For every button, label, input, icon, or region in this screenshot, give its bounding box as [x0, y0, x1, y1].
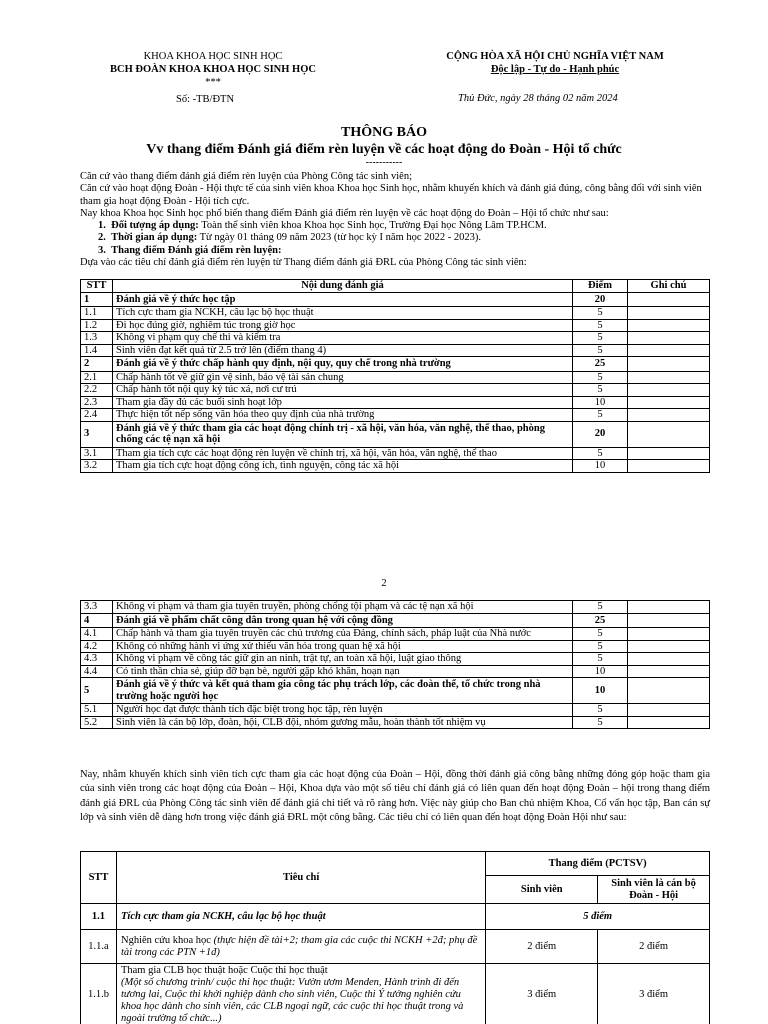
row-score: 5 — [573, 601, 628, 614]
row-note — [628, 421, 710, 447]
table-row — [81, 964, 710, 1024]
union-criteria-table — [80, 851, 710, 1024]
row-stt: 3.2 — [81, 460, 113, 473]
row-score: 10 — [573, 665, 628, 678]
row-stt: 4.1 — [81, 628, 113, 641]
row-stt: 2.4 — [81, 409, 113, 422]
row-note — [628, 292, 710, 307]
row-note — [628, 307, 710, 320]
row-content: Người học đạt được thành tích đặc biệt trong học tập, rèn luyện — [113, 704, 573, 717]
table-header-row — [81, 852, 710, 876]
row-note — [628, 653, 710, 666]
row-criteria: Tham gia CLB học thuật hoặc Cuộc thi học thuật (Một số chương trình/ cuộc thi học thuật: Vườn ươm Menden, Hành trình đi đến tương lai, Cuộc thi khởi nghiệp dành cho sinh viên, Cuộc thi Ý tưởng nghiên cứu khoa học dành cho sinh viên, các CLB ngoại ngữ, các cuộc thi học thuật trong và ngoài trường tổ chức...) — [116, 964, 485, 1024]
row-stt: 1.2 — [81, 319, 113, 332]
criteria-table-page1 — [80, 279, 710, 473]
row-score: 5 — [573, 384, 628, 397]
row-content: Đi học đúng giờ, nghiêm túc trong giờ học — [113, 319, 573, 332]
row-content: Đánh giá về ý thức và kết quả tham gia công tác phụ trách lớp, các đoàn thể, tổ chức trong nhà trường hoặc người học — [113, 678, 573, 704]
row-content: Có tinh thần chia sẻ, giúp đỡ bạn bè, người gặp khó khăn, hoạn nạn — [113, 665, 573, 678]
document-header — [0, 50, 768, 110]
row-stt: 2.3 — [81, 396, 113, 409]
row-content: Chấp hành tốt nội quy ký túc xá, nơi cư trú — [113, 384, 573, 397]
row-note — [628, 396, 710, 409]
row-score: 25 — [573, 613, 628, 628]
row-score: 5 — [573, 332, 628, 345]
row-officer-score: 3 điểm — [598, 964, 710, 1024]
national-motto-block — [405, 50, 705, 76]
table-row — [81, 307, 710, 320]
row-note — [628, 384, 710, 397]
table-section-row — [81, 904, 710, 930]
row-score: 5 — [573, 704, 628, 717]
row-note — [628, 460, 710, 473]
table-header-row — [81, 280, 710, 293]
row-content: Sinh viên đạt kết quả từ 2.5 trở lên (điểm thang 4) — [113, 344, 573, 357]
intro-paragraph: Dựa vào các tiêu chí đánh giá điểm rèn luyện từ Thang điểm đánh giá ĐRL của Phòng Công tác sinh viên: — [80, 257, 527, 269]
row-score: 25 — [573, 357, 628, 372]
row-score: 20 — [573, 292, 628, 307]
row-note — [628, 357, 710, 372]
row-content: Tham gia tích cực các hoạt động rèn luyện về chính trị, xã hội, văn hóa, văn nghệ, thể thao — [113, 447, 573, 460]
row-note — [628, 628, 710, 641]
row-stt: 1.1 — [81, 307, 113, 320]
row-score: 5 — [573, 640, 628, 653]
row-stt: 4.4 — [81, 665, 113, 678]
section-score: 5 điểm — [486, 904, 710, 930]
row-criteria: Nghiên cứu khoa học (thực hiện đề tài+2; tham gia các cuộc thi NCKH +2đ; phụ đề tài trong các PTN +1đ) — [116, 930, 485, 964]
intro-section — [80, 171, 710, 269]
row-content: Đánh giá về ý thức chấp hành quy định, nội quy, quy chế trong nhà trường — [113, 357, 573, 372]
row-note — [628, 678, 710, 704]
row-note — [628, 344, 710, 357]
col-header-stt: STT — [81, 852, 117, 904]
col-header-student: Sinh viên — [486, 876, 598, 904]
row-score: 5 — [573, 307, 628, 320]
intro-list-item: 3. Thang điểm Đánh giá điểm rèn luyện: — [98, 244, 282, 256]
title-subject: Vv thang điểm Đánh giá điểm rèn luyện về các hoạt động do Đoàn - Hội tổ chức — [146, 142, 622, 157]
row-content: Không vi phạm quy chế thi và kiểm tra — [113, 332, 573, 345]
row-stt: 1.4 — [81, 344, 113, 357]
col-header-scale: Thang điểm (PCTSV) — [486, 852, 710, 876]
row-note — [628, 613, 710, 628]
row-stt: 2.2 — [81, 384, 113, 397]
title-separator: ----------- — [365, 157, 403, 168]
row-stt: 1.1.a — [81, 930, 117, 964]
row-stt: 3.1 — [81, 447, 113, 460]
intro-paragraph: Nay khoa Khoa học Sinh học phổ biến thang điểm Đánh giá điểm rèn luyện về các hoạt động do Đoàn – Hội tổ chức như sau: — [80, 207, 609, 219]
row-content: Tích cực tham gia NCKH, câu lạc bộ học thuật — [113, 307, 573, 320]
table-section-row — [81, 421, 710, 447]
table-section-row — [81, 613, 710, 628]
col-header-officer: Sinh viên là cán bộ Đoàn - Hội — [598, 876, 710, 904]
table-row — [81, 704, 710, 717]
row-content: Tham gia tích cực hoạt động công ích, tình nguyện, công tác xã hội — [113, 460, 573, 473]
row-content: Tham gia đầy đủ các buổi sinh hoạt lớp — [113, 396, 573, 409]
row-score: 5 — [573, 447, 628, 460]
row-score: 10 — [573, 678, 628, 704]
col-header-score: Điểm — [573, 280, 628, 293]
table-row — [81, 716, 710, 729]
table-row — [81, 460, 710, 473]
table-row — [81, 371, 710, 384]
table-row — [81, 930, 710, 964]
table-row — [81, 396, 710, 409]
page-number: 2 — [381, 578, 387, 589]
row-criteria-note: (Một số chương trình/ cuộc thi học thuật: Vườn ươm Menden, Hành trình đi đến tương lai, Cuộc thi khởi nghiệp dành cho sinh viên, Cuộc thi Ý tưởng nghiên cứu khoa học dành cho sinh viên, các CLB ngoại ngữ, các cuộc thi học thuật trong và ngoài trường tổ chức...) — [120, 977, 464, 1024]
row-stt: 4.2 — [81, 640, 113, 653]
row-content: Không vi phạm và tham gia tuyên truyền, phòng chống tội phạm và các tệ nạn xã hội — [113, 601, 573, 614]
row-note — [628, 332, 710, 345]
row-stt: 5.2 — [81, 716, 113, 729]
row-student-score: 2 điểm — [486, 930, 598, 964]
row-score: 5 — [573, 628, 628, 641]
row-score: 5 — [573, 344, 628, 357]
row-score: 10 — [573, 460, 628, 473]
table-row — [81, 628, 710, 641]
row-officer-score: 2 điểm — [598, 930, 710, 964]
row-content: Sinh viên là cán bộ lớp, đoàn, hội, CLB đội, nhóm gương mẫu, hoàn thành tốt nhiệm vụ — [113, 716, 573, 729]
row-note — [628, 319, 710, 332]
title-main: THÔNG BÁO — [341, 125, 427, 140]
row-score: 20 — [573, 421, 628, 447]
row-note — [628, 640, 710, 653]
row-stt: 1.1.b — [81, 964, 117, 1024]
table-row — [81, 447, 710, 460]
country-name: CỘNG HÒA XÃ HỘI CHỦ NGHĨA VIỆT NAM — [446, 51, 664, 62]
col-header-stt: STT — [81, 280, 113, 293]
row-note — [628, 716, 710, 729]
row-note — [628, 665, 710, 678]
table-row — [81, 601, 710, 614]
row-content: Thực hiện tốt nếp sống văn hóa theo quy định của nhà trường — [113, 409, 573, 422]
intro-list-item: 1. Đối tượng áp dụng: Toàn thể sinh viên khoa Khoa học Sinh học, Trường Đại học Nông Lâm TP.HCM. — [98, 220, 547, 232]
row-content: Đánh giá về ý thức tham gia các hoạt động chính trị - xã hội, văn hóa, văn nghệ, thể thao, phòng chống các tệ nạn xã hội — [113, 421, 573, 447]
table-row — [81, 665, 710, 678]
row-score: 5 — [573, 409, 628, 422]
table-row — [81, 344, 710, 357]
row-content: Đánh giá về ý thức học tập — [113, 292, 573, 307]
document-title — [0, 124, 768, 168]
row-stt: 4 — [81, 613, 113, 628]
row-stt: 4.3 — [81, 653, 113, 666]
document-date: Thủ Đức, ngày 28 tháng 02 năm 2024 — [458, 93, 618, 104]
row-stt: 3.3 — [81, 601, 113, 614]
row-student-score: 3 điểm — [486, 964, 598, 1024]
table-row — [81, 319, 710, 332]
row-stt: 5 — [81, 678, 113, 704]
faculty-name: KHOA KHOA HỌC SINH HỌC — [143, 51, 283, 62]
intro-paragraph: Căn cứ vào hoạt động Đoàn - Hội thực tế của sinh viên khoa Khoa học Sinh học, nhằm khuyến khích và đánh giá đúng, công bằng đối với sinh viên tham gia hoạt động Đoàn - Hội tích cực. — [80, 183, 702, 207]
document-number: Số: -TB/ĐTN — [176, 94, 235, 105]
row-stt: 1.3 — [81, 332, 113, 345]
explanation-paragraph: Nay, nhằm khuyến khích sinh viên tích cực tham gia các hoạt động của Đoàn – Hội, đồng thời đánh giá công bằng những đóng góp hoặc tham gia của sinh viên trong các hoạt động của Đoàn – Hội, Khoa dựa vào một số tiêu chí đánh giá có liên quan đến hoạt động Đoàn – hội trong thang điểm đánh giá ĐRL của Phòng Công tác sinh viên để đánh giá chi tiết và rõ ràng hơn. Việc này giúp cho Ban chủ nhiệm Khoa, Cố vấn học tập, Ban cán sự lớp và sinh viên dễ dàng hơn trong việc đánh giá ĐRL một công bằng. Các tiêu chí có liên quan đến hoạt động Đoàn Hội như sau: — [80, 769, 710, 823]
row-criteria-note: (thực hiện đề tài+2; tham gia các cuộc thi NCKH +2đ; phụ đề tài trong các PTN +1đ) — [120, 934, 478, 958]
row-note — [628, 371, 710, 384]
row-note — [628, 447, 710, 460]
row-stt: 3 — [81, 421, 113, 447]
row-score: 5 — [573, 371, 628, 384]
row-score: 5 — [573, 716, 628, 729]
row-note — [628, 704, 710, 717]
col-header-note: Ghi chú — [628, 280, 710, 293]
table-row — [81, 384, 710, 397]
row-stt: 2 — [81, 357, 113, 372]
motto: Độc lập - Tự do - Hạnh phúc — [490, 64, 620, 75]
row-score: 10 — [573, 396, 628, 409]
table-row — [81, 332, 710, 345]
row-stt: 1 — [81, 292, 113, 307]
section-stt: 1.1 — [81, 904, 117, 930]
col-header-criteria: Tiêu chí — [116, 852, 485, 904]
row-content: Chấp hành và tham gia tuyên truyền các chủ trương của Đảng, chính sách, pháp luật của Nhà nước — [113, 628, 573, 641]
row-content: Chấp hành tốt về giữ gìn vệ sinh, bảo vệ tài sản chung — [113, 371, 573, 384]
stars-divider: *** — [205, 77, 221, 88]
col-header-content: Nội dung đánh giá — [113, 280, 573, 293]
row-score: 5 — [573, 653, 628, 666]
row-note — [628, 601, 710, 614]
row-stt: 2.1 — [81, 371, 113, 384]
row-content: Không vi phạm về công tác giữ gìn an ninh, trật tự, an toàn xã hội, luật giao thông — [113, 653, 573, 666]
table-row — [81, 640, 710, 653]
table-section-row — [81, 678, 710, 704]
row-note — [628, 409, 710, 422]
intro-paragraph: Căn cứ vào thang điểm đánh giá điểm rèn luyện của Phòng Công tác sinh viên; — [80, 171, 412, 182]
table-section-row — [81, 292, 710, 307]
row-stt: 5.1 — [81, 704, 113, 717]
criteria-table-page2 — [80, 600, 710, 729]
table-row — [81, 409, 710, 422]
section-title: Tích cực tham gia NCKH, câu lạc bộ học thuật — [116, 904, 485, 930]
row-score: 5 — [573, 319, 628, 332]
org-block — [78, 50, 348, 89]
union-name: BCH ĐOÀN KHOA KHOA HỌC SINH HỌC — [110, 64, 316, 75]
row-content: Đánh giá về phẩm chất công dân trong quan hệ với cộng đồng — [113, 613, 573, 628]
intro-list-item: 2. Thời gian áp dụng: Từ ngày 01 tháng 09 năm 2023 (từ học kỳ I năm học 2022 - 2023). — [98, 232, 482, 244]
table-section-row — [81, 357, 710, 372]
row-content: Không có những hành vi ứng xử thiếu văn hóa trong quan hệ xã hội — [113, 640, 573, 653]
table-row — [81, 653, 710, 666]
